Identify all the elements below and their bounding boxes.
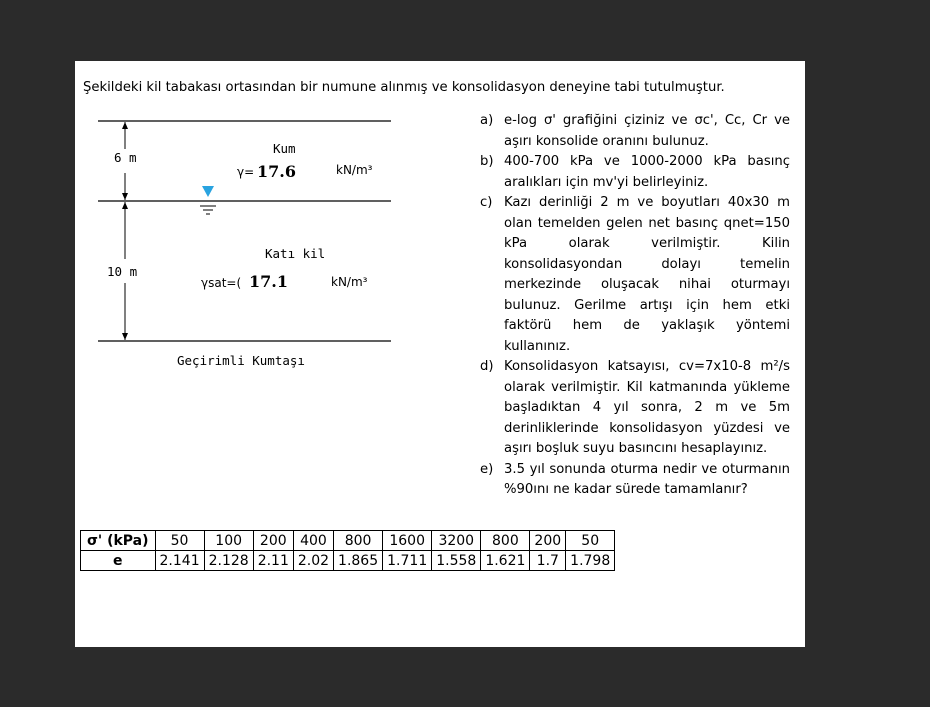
table-cell: 1.798 — [566, 551, 615, 571]
clay-depth-label: 10 m — [107, 264, 138, 279]
table-cell: 1.711 — [383, 551, 432, 571]
void-ratio-header-cell: e — [81, 551, 156, 571]
question-marker: b) — [480, 154, 494, 169]
stress-header-cell: σ' (kPa) — [81, 531, 156, 551]
soil-profile-figure — [75, 61, 405, 381]
sand-dimension-arrow-up-icon — [122, 122, 128, 129]
question-text: e-log σ' grafiğini çiziniz ve σc', Cc, Cr ve aşırı konsolide oranını bulunuz. — [504, 113, 790, 149]
question-item — [480, 460, 790, 501]
sand-dimension-arrow-down-icon — [122, 193, 128, 200]
table-cell: 2.141 — [155, 551, 204, 571]
table-cell: 200 — [253, 531, 293, 551]
table-cell: 1.558 — [432, 551, 481, 571]
sand-layer-label: Kum — [273, 141, 296, 156]
table-cell: 50 — [566, 531, 615, 551]
table-cell: 3200 — [432, 531, 481, 551]
clay-unit-label: kN/m³ — [331, 275, 368, 289]
table-cell: 1.865 — [334, 551, 383, 571]
table-cell: 1600 — [383, 531, 432, 551]
clay-layer-label: Katı kil — [265, 246, 326, 261]
table-cell: 800 — [334, 531, 383, 551]
question-text: 400-700 kPa ve 1000-2000 kPa basınç aralıkları için mv'yi belirleyiniz. — [504, 154, 790, 190]
base-layer-label: Geçirimli Kumtaşı — [177, 353, 305, 368]
table-row — [81, 531, 615, 551]
intro-text: Şekildeki kil tabakası ortasından bir numune alınmış ve konsolidasyon deneyine tabi tutulmuştur. — [83, 80, 725, 95]
question-marker: c) — [480, 195, 493, 210]
sand-unit-weight-symbol: γ= — [237, 165, 255, 179]
question-item — [480, 357, 790, 460]
table-row — [81, 551, 615, 571]
sand-unit-label: kN/m³ — [336, 163, 373, 177]
document-page — [75, 61, 805, 647]
sand-unit-weight-value: 17.6 — [257, 162, 296, 181]
table-cell: 1.621 — [481, 551, 530, 571]
clay-dimension-arrow-up-icon — [122, 202, 128, 209]
sand-depth-label: 6 m — [114, 150, 137, 165]
clay-unit-weight-value: 17.1 — [249, 272, 288, 291]
table-cell: 2.128 — [204, 551, 253, 571]
question-marker: d) — [480, 359, 494, 374]
table-cell: 2.02 — [293, 551, 333, 571]
question-marker: a) — [480, 113, 494, 128]
question-list — [480, 111, 790, 501]
question-item — [480, 152, 790, 193]
table-cell: 400 — [293, 531, 333, 551]
table-cell: 200 — [530, 531, 566, 551]
question-item — [480, 193, 790, 357]
clay-dimension-arrow-down-icon — [122, 333, 128, 340]
question-text: Kazı derinliği 2 m ve boyutları 40x30 m olan temelden gelen net basınç qnet=150 kPa olarak verilmiştir. Kilin konsolidasyondan dolayı temelin merkezinde oluşacak nihai oturmayı bulunuz. Gerilme artışı için hem etki faktörü hem de yaklaşık yöntemi kullanınız. — [504, 195, 790, 354]
clay-unit-weight-symbol: γsat=( — [201, 276, 242, 290]
table-cell: 100 — [204, 531, 253, 551]
table-cell: 50 — [155, 531, 204, 551]
table-cell: 800 — [481, 531, 530, 551]
table-cell: 1.7 — [530, 551, 566, 571]
question-text: 3.5 yıl sonunda oturma nedir ve oturmanın %90ını ne kadar sürede tamamlanır? — [504, 461, 790, 497]
consolidation-data-table — [80, 530, 615, 571]
table-cell: 2.11 — [253, 551, 293, 571]
question-marker: e) — [480, 461, 494, 477]
question-item — [480, 111, 790, 152]
water-table-icon — [202, 186, 214, 197]
question-text: Konsolidasyon katsayısı, cv=7x10-8 m²/s olarak verilmiştir. Kil katmanında yükleme başladıktan 4 yıl sonra, 2 m ve 5m derinliklerinde konsolidasyon yüzdesi ve aşırı boşluk suyu basıncını hesaplayınız. — [504, 359, 790, 456]
